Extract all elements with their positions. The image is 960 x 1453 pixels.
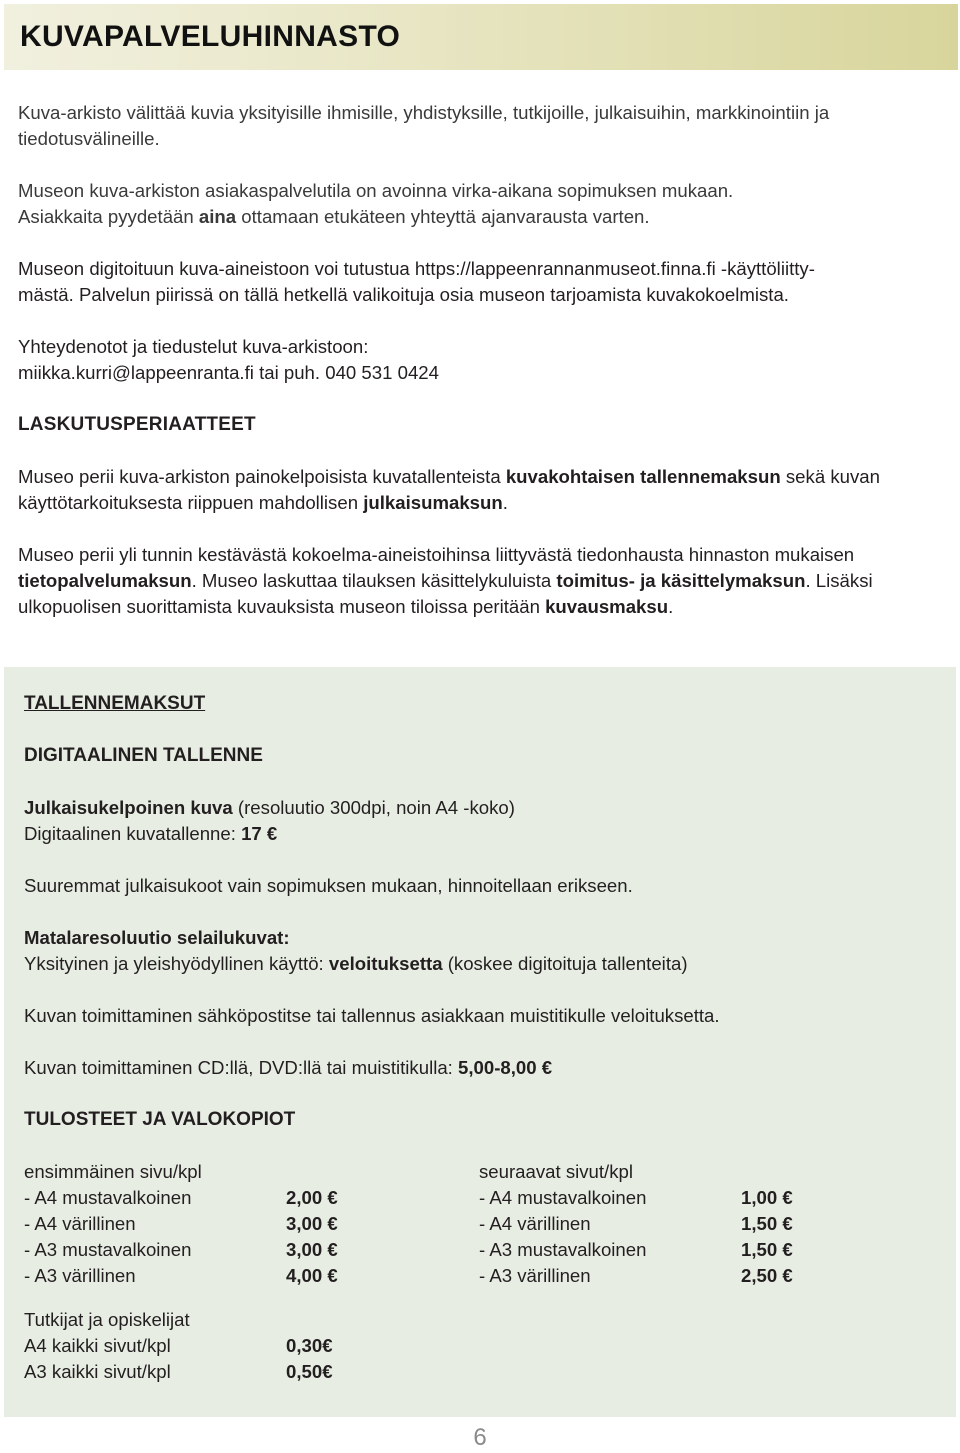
price-row-label: - A4 mustavalkoinen (479, 1187, 647, 1208)
contact-block (18, 334, 938, 386)
billing-paragraph-2 (18, 542, 938, 620)
publication-detail: (resoluutio 300dpi, noin A4 -koko) (232, 797, 515, 818)
prints-price-columns (24, 1159, 934, 1289)
intro-paragraph-2 (18, 178, 938, 230)
opening-hours-text: Museon kuva-arkiston asiakaspalvelutila on avoinna virka-aikana sopimuksen mukaan. (18, 180, 734, 201)
billing-p2-e: . Lisäksi ulkopuolisen suorittamista kuvauksista museon tiloissa peritään (18, 570, 873, 617)
next-pages-label: seuraavat sivut/kpl (479, 1161, 633, 1182)
contact-phone: tai puh. 040 531 0424 (253, 362, 439, 383)
billing-p1-a: Museo perii kuva-arkiston painokelpoisista kuvatallenteista (18, 466, 506, 487)
billing-p1-e: . (502, 492, 508, 513)
price-row-label: - A4 värillinen (479, 1213, 591, 1234)
page-number: 6 (473, 1424, 487, 1451)
booking-text-c: ottamaan etukäteen yhteyttä ajanvarausta varten. (236, 206, 650, 227)
page-title: KUVAPALVELUHINNASTO (20, 20, 401, 53)
billing-p2-a: Museo perii yli tunnin kestävästä kokoelma-aineistoihinsa liittyvästä tiedonhausta hinnaston mukaisen (18, 544, 855, 565)
price-row-value: 1,50 € (741, 1213, 793, 1234)
price-row-label: - A4 mustavalkoinen (24, 1187, 192, 1208)
price-row-label: - A4 värillinen (24, 1213, 136, 1234)
intro-paragraph-3 (18, 256, 938, 308)
next-pages-column (479, 1159, 934, 1289)
price-row-label: - A3 värillinen (24, 1265, 136, 1286)
price-row-label: - A3 värillinen (479, 1265, 591, 1286)
price-row-value: 3,00 € (286, 1213, 338, 1234)
price-row-value: 2,00 € (286, 1187, 338, 1208)
intro-paragraph-1: Kuva-arkisto välittää kuvia yksityisille ihmisille, yhdistyksille, tutkijoille, julkaisuihin, markkinointiin ja tiedotusvälineille. (18, 102, 830, 149)
billing-p2-b: tietopalvelumaksun (18, 570, 192, 591)
price-row-label: A4 kaikki sivut/kpl (24, 1335, 171, 1356)
billing-p2-d: toimitus- ja käsittelymaksun (556, 570, 806, 591)
lowres-heading: Matalaresoluutio selailukuvat: (24, 927, 290, 948)
lowres-label: Yksityinen ja yleishyödyllinen käyttö: (24, 953, 329, 974)
first-page-label: ensimmäinen sivu/kpl (24, 1161, 202, 1182)
billing-p2-f: kuvausmaksu (545, 596, 669, 617)
cd-delivery-label: Kuvan toimittaminen CD:llä, DVD:llä tai muistitikulla: (24, 1057, 459, 1078)
cd-delivery-price: 5,00-8,00 € (458, 1057, 553, 1078)
first-page-column (24, 1159, 479, 1289)
digital-heading: DIGITAALINEN TALLENNE (24, 745, 263, 766)
contact-email-link[interactable]: miikka.kurri@lappeenranta.fi (18, 362, 254, 383)
billing-p2-g: . (668, 596, 674, 617)
price-row (24, 1185, 479, 1211)
booking-text-a: Asiakkaita pyydetään (18, 206, 199, 227)
price-row-value: 4,00 € (286, 1265, 338, 1286)
price-row (24, 1359, 934, 1385)
price-row (479, 1185, 934, 1211)
email-delivery-note: Kuvan toimittaminen sähköpostitse tai tallennus asiakkaan muistitikulle veloituksetta. (24, 1005, 720, 1026)
price-row-label: - A3 mustavalkoinen (479, 1239, 647, 1260)
billing-p1-d: julkaisumaksun (363, 492, 503, 513)
students-label: Tutkijat ja opiskelijat (24, 1309, 190, 1330)
title-bar (4, 4, 958, 70)
price-row-value: 1,00 € (741, 1187, 793, 1208)
fees-box (4, 667, 956, 1417)
price-row (24, 1263, 479, 1289)
digital-fee-price: 17 € (241, 823, 278, 844)
price-row (479, 1211, 934, 1237)
cd-delivery-line (24, 1055, 934, 1081)
collection-text: mästä. Palvelun piirissä on tällä hetkellä valikoituja osia museon tarjoamista kuvakokoelmista. (18, 284, 789, 305)
billing-p1-b: kuvakohtaisen tallennemaksun (505, 466, 781, 487)
lowres-block (24, 925, 934, 977)
billing-p1-c: sekä kuvan käyttötarkoituksesta riippuen mahdollisen (18, 466, 880, 513)
fees-heading: TALLENNEMAKSUT (24, 693, 206, 714)
publication-label: Julkaisukelpoinen kuva (24, 797, 233, 818)
billing-paragraph-1 (18, 464, 938, 516)
price-row (24, 1237, 479, 1263)
finna-link-text[interactable]: Museon digitoituun kuva-aineistoon voi tutustua https://lappeenrannanmuseot.finna.fi -käyttöliitty- (18, 258, 815, 279)
price-row-value: 1,50 € (741, 1239, 793, 1260)
fees-content (24, 691, 934, 1385)
billing-p2-c: . Museo laskuttaa tilauksen käsittelykuluista (191, 570, 557, 591)
booking-text-emphasis: aina (198, 206, 237, 227)
price-row (479, 1263, 934, 1289)
price-row (479, 1237, 934, 1263)
price-row-label: A3 kaikki sivut/kpl (24, 1361, 171, 1382)
price-row-value: 0,50€ (286, 1361, 333, 1382)
larger-sizes-note: Suuremmat julkaisukoot vain sopimuksen mukaan, hinnoitellaan erikseen. (24, 875, 633, 896)
billing-heading: LASKUTUSPERIAATTEET (18, 414, 256, 435)
lowres-note: (koskee digitoituja tallenteita) (442, 953, 688, 974)
intro-section (18, 100, 938, 646)
contact-label: Yhteydenotot ja tiedustelut kuva-arkistoon: (18, 336, 369, 357)
prints-heading: TULOSTEET JA VALOKOPIOT (24, 1109, 296, 1130)
price-row-value: 2,50 € (741, 1265, 793, 1286)
price-row-label: - A3 mustavalkoinen (24, 1239, 192, 1260)
students-block (24, 1307, 934, 1385)
price-row (24, 1333, 934, 1359)
lowres-free: veloituksetta (328, 953, 443, 974)
digital-fee-label: Digitaalinen kuvatallenne: (24, 823, 242, 844)
price-row-value: 0,30€ (286, 1335, 333, 1356)
publication-block (24, 795, 934, 847)
price-row (24, 1211, 479, 1237)
price-row-value: 3,00 € (286, 1239, 338, 1260)
